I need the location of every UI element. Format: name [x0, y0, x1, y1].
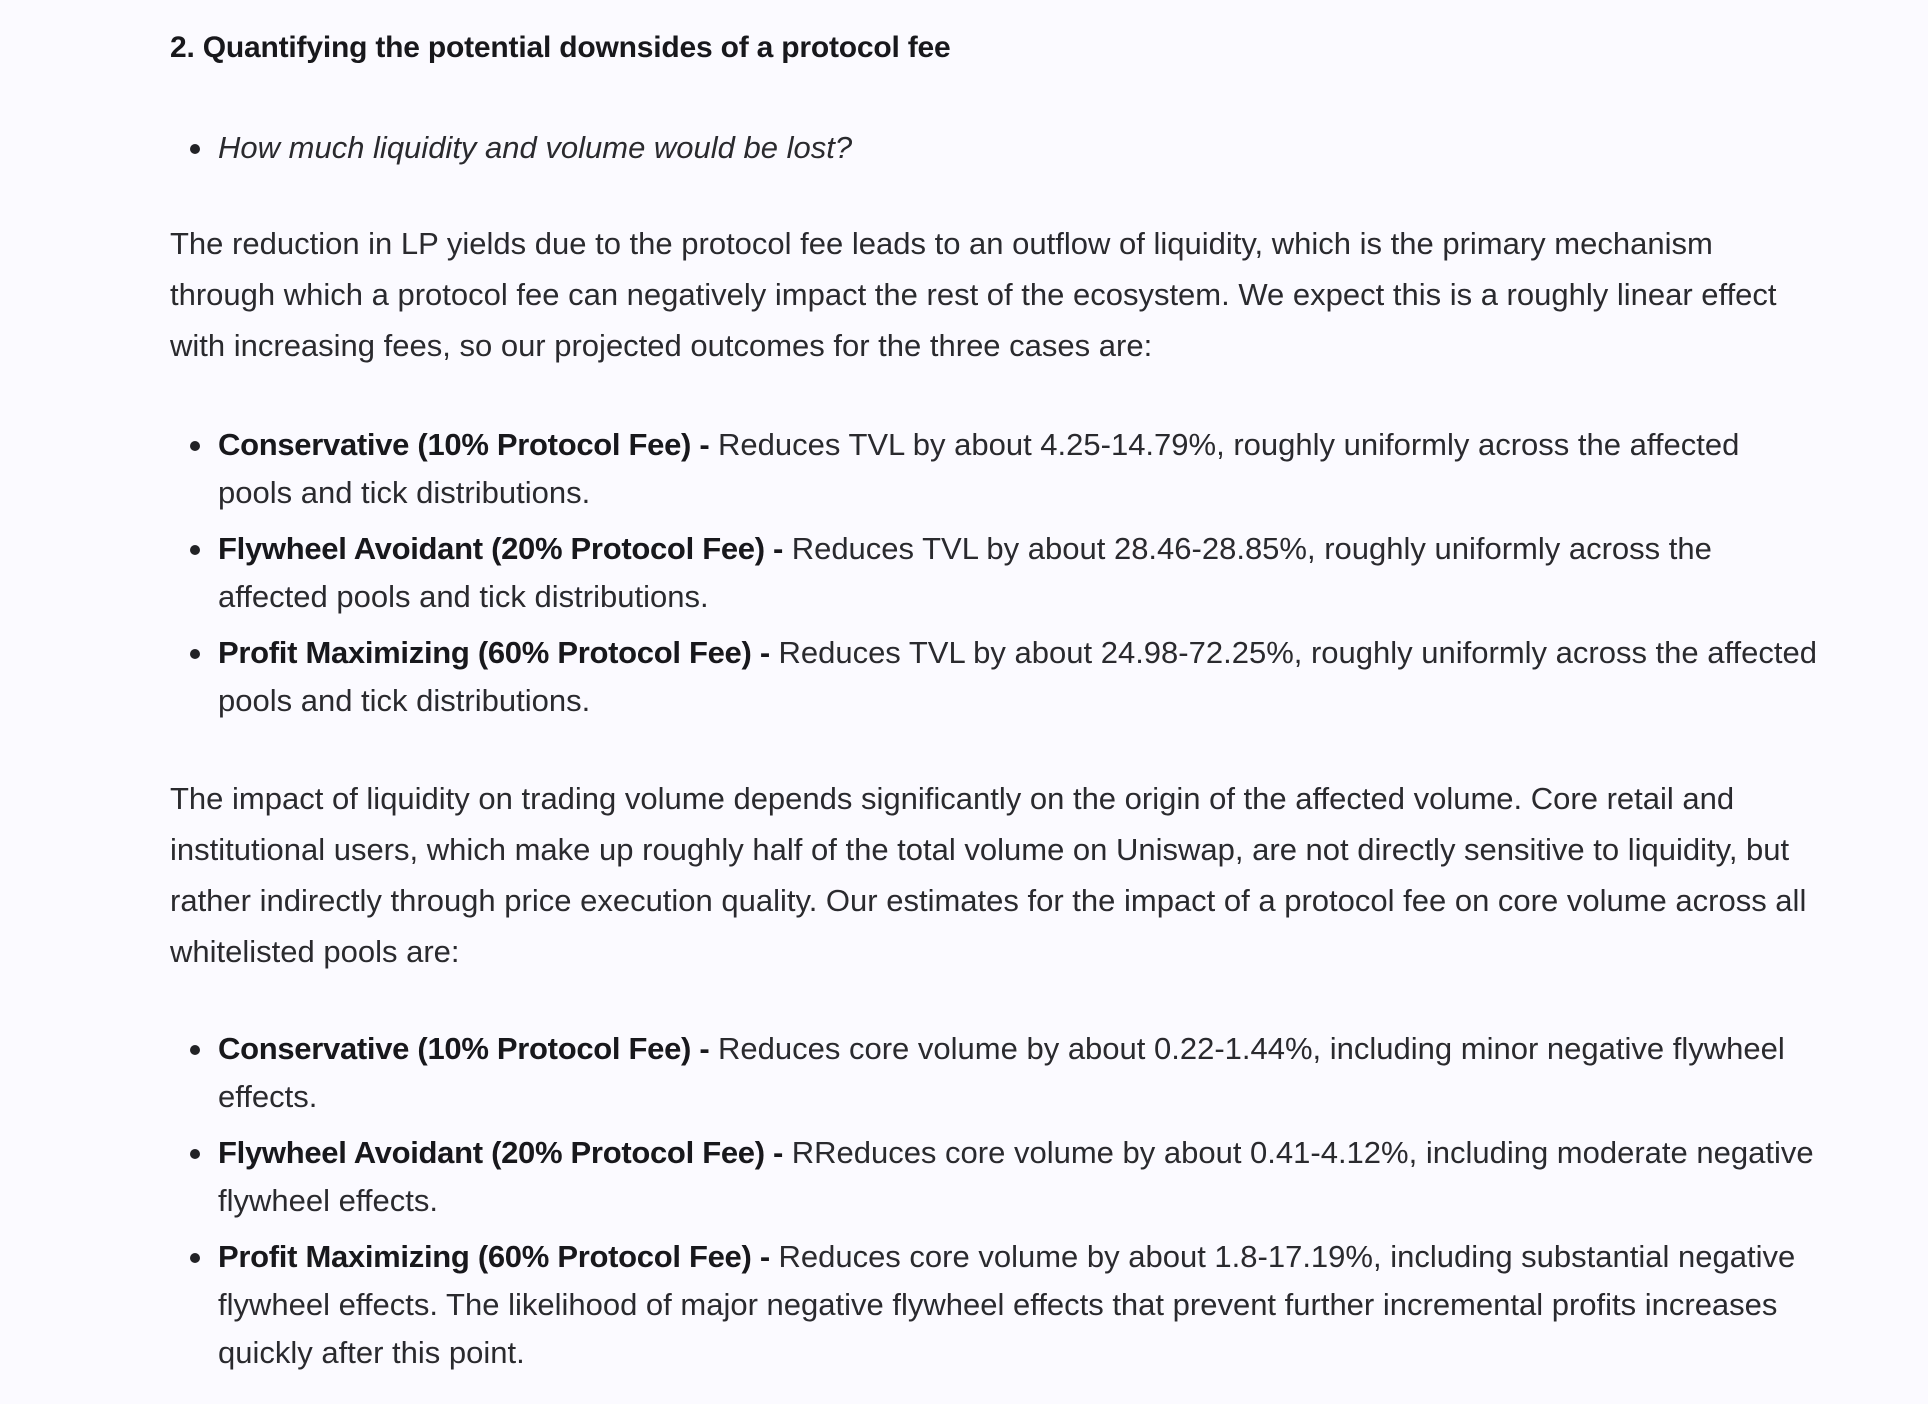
list-item: [170, 1233, 1820, 1377]
volume-intro-paragraph: The impact of liquidity on trading volume depends significantly on the origin of the affected volume. Core retail and institutional users, which make up roughly half of the total volume on Uniswap, are not directly sensitive to liquidity, but rather indirectly through price execution quality. Our estimates for the impact of a protocol fee on core volume across all whitelisted pools are:: [170, 781, 1807, 969]
case-text: Reduces core volume by about 1.8-17.19%, including substantial negative flywheel effects. The likelihood of major negative flywheel effects that prevent further incremental profits increases quickly after this point.: [218, 1239, 1796, 1370]
list-item: [170, 1129, 1820, 1225]
case-label: Profit Maximizing (60% Protocol Fee) -: [218, 1239, 770, 1274]
list-item: [170, 421, 1820, 517]
section-heading: 2. Quantifying the potential downsides of a protocol fee: [170, 31, 951, 64]
bullet-icon: [190, 545, 200, 555]
case-label: Conservative (10% Protocol Fee) -: [218, 1031, 710, 1066]
bullet-icon: [190, 649, 200, 659]
tvl-intro-paragraph: The reduction in LP yields due to the protocol fee leads to an outflow of liquidity, which is the primary mechanism through which a protocol fee can negatively impact the rest of the ecosystem. We expect this is a roughly linear effect with increasing fees, so our projected outcomes for the three cases are:: [170, 226, 1777, 363]
bullet-icon: [190, 1253, 200, 1263]
case-text: Reduces core volume by about 0.22-1.44%, including minor negative flywheel effects.: [218, 1031, 1785, 1114]
volume-cases-list: [170, 1025, 1820, 1385]
case-text: RReduces core volume by about 0.41-4.12%, including moderate negative flywheel effects.: [218, 1135, 1814, 1218]
case-label: Flywheel Avoidant (20% Protocol Fee) -: [218, 1135, 784, 1170]
list-item: [170, 124, 1820, 172]
list-item: [170, 629, 1820, 725]
case-label: Profit Maximizing (60% Protocol Fee) -: [218, 635, 770, 670]
tvl-cases-list: [170, 421, 1820, 733]
case-text: Reduces TVL by about 28.46-28.85%, roughly uniformly across the affected pools and tick distributions.: [218, 531, 1712, 614]
bullet-icon: [190, 144, 200, 154]
case-label: Flywheel Avoidant (20% Protocol Fee) -: [218, 531, 784, 566]
list-item: [170, 1025, 1820, 1121]
list-item: [170, 525, 1820, 621]
question-text: How much liquidity and volume would be lost?: [218, 130, 853, 165]
case-text: Reduces TVL by about 24.98-72.25%, roughly uniformly across the affected pools and tick distributions.: [218, 635, 1818, 718]
question-list: [170, 124, 1820, 180]
bullet-icon: [190, 1149, 200, 1159]
bullet-icon: [190, 1045, 200, 1055]
case-text: Reduces TVL by about 4.25-14.79%, roughly uniformly across the affected pools and tick distributions.: [218, 427, 1740, 510]
case-label: Conservative (10% Protocol Fee) -: [218, 427, 710, 462]
bullet-icon: [190, 441, 200, 451]
